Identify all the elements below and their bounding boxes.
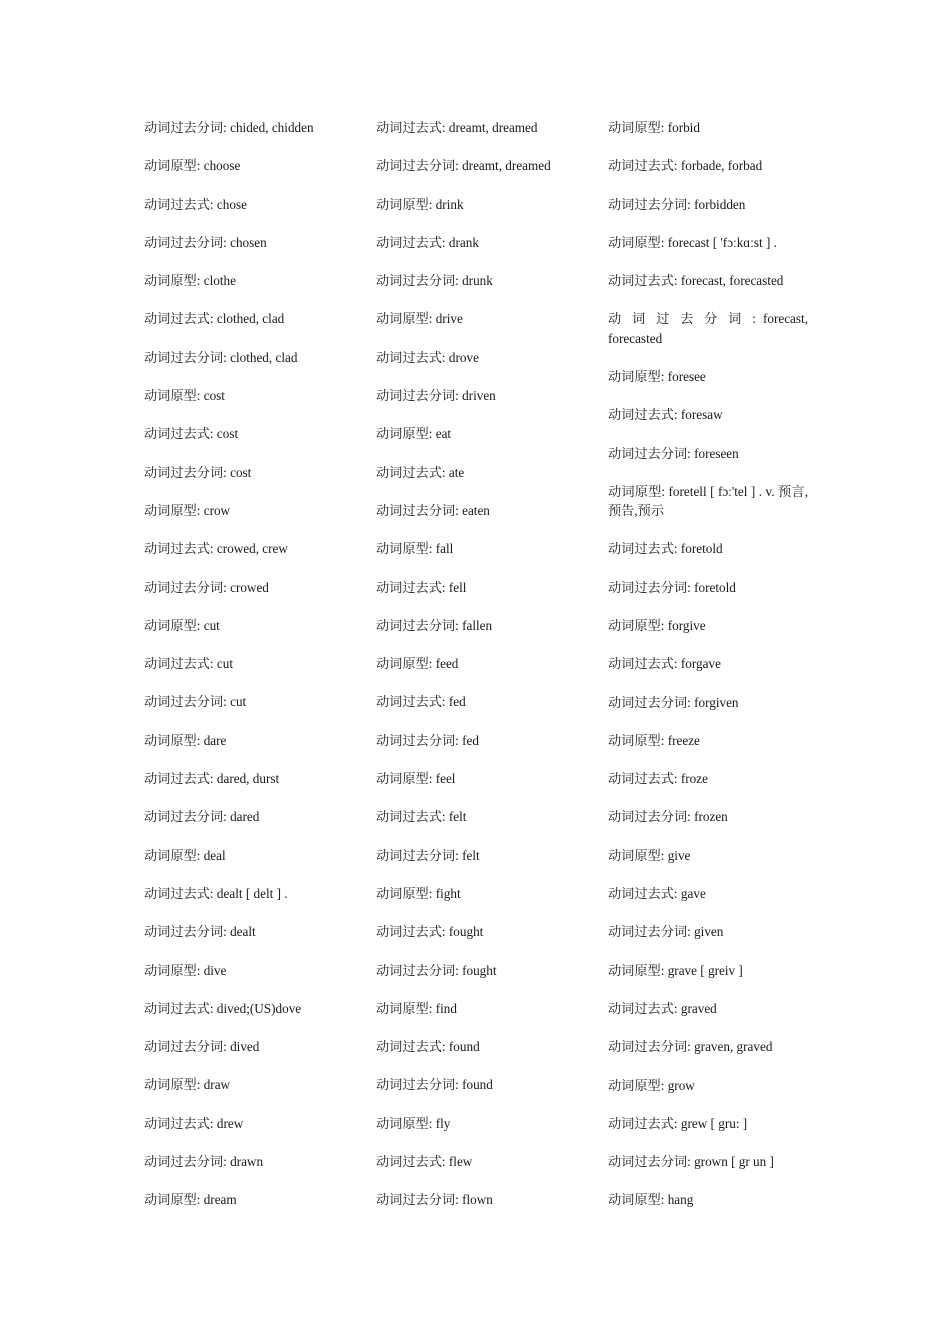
verb-form-line: 动词过去式: grew [ gru: ]: [608, 1115, 748, 1131]
verb-form-line: 动词原型: grow: [608, 1077, 695, 1093]
verb-form-line: 动词原型: feel: [376, 771, 456, 787]
verb-form-line: 动词过去式: dared, durst: [144, 771, 280, 787]
verb-form-line: 动词原型: foresee: [608, 368, 706, 384]
verb-form-line: 动词过去分词: found: [376, 1077, 493, 1093]
verb-form-line: 动词过去分词: drunk: [376, 273, 493, 289]
verb-form-line: 动词过去式: froze: [608, 771, 708, 787]
verb-form-line: 动词过去分词: clothed, clad: [144, 349, 298, 365]
verb-form-line: 动词过去分词: fed: [376, 732, 479, 748]
verb-form-line: 动词原型: cost: [144, 388, 225, 404]
verb-form-line: 动词过去式: drank: [376, 234, 479, 250]
verb-form-line: 动词原型: hang: [608, 1192, 694, 1208]
verb-form-line: 动词原型: dare: [144, 732, 227, 748]
verb-form-line: 动词原型: forbid: [608, 120, 700, 135]
verb-form-line: 动词过去分词: dreamt, dreamed: [376, 158, 551, 174]
verb-form-line: 动词过去分词: frozen: [608, 809, 728, 825]
verb-form-line: 动词过去分词: flown: [376, 1192, 493, 1208]
verb-form-line: 动词原型: freeze: [608, 732, 700, 748]
verb-form-line: 动词原型: clothe: [144, 273, 236, 289]
verb-form-line: 动词过去式: forbade, forbad: [608, 158, 763, 174]
verb-form-line: 动词过去分词: cost: [144, 464, 252, 480]
verb-form-line: 动词过去分词: dared: [144, 809, 260, 825]
verb-form-line: 动词原型: foretell [ fɔː'tel ] . v. 预言,预告,预示: [608, 483, 808, 519]
verb-form-line: 动词原型: draw: [144, 1077, 231, 1093]
verb-form-line: 动词原型: give: [608, 847, 691, 863]
verb-form-line: 动词过去式: dealt [ delt ] .: [144, 885, 288, 901]
verb-form-line: 动词过去式: fed: [376, 694, 466, 710]
verb-form-line: 动词过去式: flew: [376, 1154, 473, 1170]
verb-form-line: 动词过去式: foretold: [608, 541, 723, 557]
verb-form-line: 动词原型: forgive: [608, 617, 706, 633]
verb-form-line: 动词原型: fly: [376, 1115, 451, 1131]
verb-form-line: 动词过去式: dived;(US)dove: [144, 1000, 302, 1016]
verb-form-line: 动词过去式: drove: [376, 349, 479, 365]
verb-form-line: 动词过去分词: dealt: [144, 924, 256, 940]
verb-form-line: 动词原型: eat: [376, 426, 452, 442]
verb-form-line: 动词过去式: clothed, clad: [144, 311, 285, 327]
verb-form-line: 动词过去式: gave: [608, 886, 706, 902]
verb-form-line: 动词过去分词: fought: [376, 962, 497, 978]
verb-form-line: 动 词 过 去 分 词 : forecast, forecasted: [608, 311, 808, 346]
verb-form-line: 动词过去式: forecast, forecasted: [608, 273, 784, 289]
verb-column-1: [144, 118, 344, 1229]
verb-form-line: 动词原型: fight: [376, 885, 461, 901]
verb-form-line: 动词原型: deal: [144, 847, 226, 863]
verb-form-line: 动词过去式: found: [376, 1039, 480, 1055]
verb-form-line: 动词原型: cut: [144, 617, 220, 633]
verb-form-line: 动词过去分词: chided, chidden: [144, 120, 314, 135]
verb-form-line: 动词原型: feed: [376, 656, 459, 672]
verb-form-line: 动词过去式: cut: [144, 656, 234, 672]
verb-form-line: 动词过去式: drew: [144, 1115, 244, 1131]
verb-form-line: 动词原型: crow: [144, 502, 231, 518]
verb-form-line: 动词过去分词: dived: [144, 1039, 260, 1055]
verb-form-line: 动词过去分词: given: [608, 924, 724, 940]
verb-form-line: 动词过去分词: foretold: [608, 579, 736, 595]
verb-form-line: 动词过去式: chose: [144, 196, 247, 212]
verb-form-line: 动词过去分词: grown [ gr un ]: [608, 1154, 774, 1170]
verb-form-line: 动词原型: drive: [376, 311, 463, 327]
verb-form-line: 动词过去式: graved: [608, 1000, 717, 1016]
verb-form-line: 动词原型: forecast [ 'fɔːkɑːst ] .: [608, 234, 777, 250]
verb-form-line: 动词过去式: foresaw: [608, 407, 723, 423]
verb-form-line: 动词过去分词: fallen: [376, 617, 493, 633]
verb-form-line: 动词过去式: forgave: [608, 656, 721, 672]
verb-form-line: 动词过去分词: crowed: [144, 579, 269, 595]
verb-form-line: 动词过去式: dreamt, dreamed: [376, 120, 538, 135]
verb-form-line: 动词过去分词: drawn: [144, 1154, 264, 1170]
verb-form-line: 动词原型: find: [376, 1000, 457, 1016]
verb-column-3: [608, 118, 808, 1229]
verb-form-line: 动词过去分词: forbidden: [608, 196, 746, 212]
verb-form-line: 动词过去分词: forgiven: [608, 694, 739, 710]
verb-form-line: 动词过去分词: foreseen: [608, 445, 739, 461]
verb-column-2: [376, 118, 591, 1229]
verb-form-line: 动词原型: drink: [376, 196, 464, 212]
verb-form-line: 动词过去式: ate: [376, 464, 465, 480]
verb-form-line: 动词过去分词: driven: [376, 388, 496, 404]
verb-form-line: 动词过去分词: eaten: [376, 502, 490, 518]
verb-form-line: 动词过去式: fell: [376, 579, 467, 595]
verb-form-line: 动词过去式: crowed, crew: [144, 541, 288, 557]
verb-form-line: 动词过去式: cost: [144, 426, 239, 442]
verb-form-line: 动词过去分词: cut: [144, 694, 247, 710]
verb-form-line: 动词原型: choose: [144, 158, 241, 174]
verb-form-line: 动词过去式: fought: [376, 924, 484, 940]
verb-form-line: 动词原型: dream: [144, 1192, 237, 1208]
verb-form-line: 动词过去分词: felt: [376, 847, 480, 863]
verb-form-line: 动词原型: fall: [376, 541, 454, 557]
verb-form-line: 动词过去分词: graven, graved: [608, 1039, 773, 1055]
verb-form-line: 动词过去分词: chosen: [144, 234, 267, 250]
verb-form-line: 动词过去式: felt: [376, 809, 467, 825]
verb-form-line: 动词原型: dive: [144, 962, 227, 978]
verb-form-line: 动词原型: grave [ greiv ]: [608, 962, 743, 978]
